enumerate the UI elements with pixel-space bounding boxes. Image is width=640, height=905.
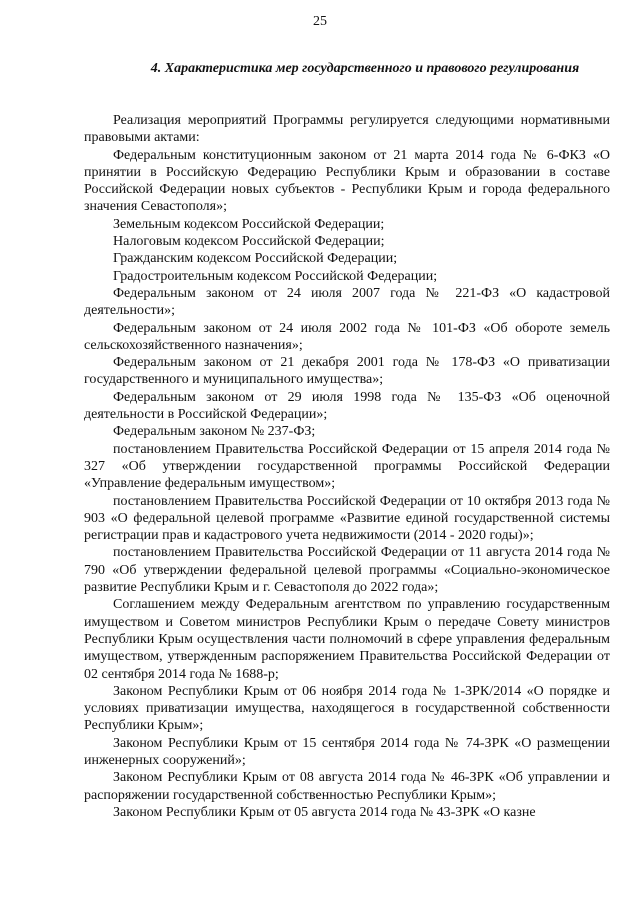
paragraph: Федеральным законом № 237-ФЗ; — [113, 424, 316, 440]
paragraph: Законом Республики Крым от 05 августа 2014 года № 43-ЗРК «О казне — [113, 804, 536, 820]
paragraph: Законом Республики Крым от 08 августа 2014 года № 46-ЗРК «Об управлении и распоряжении государственной собственностью Республики Крым»; — [84, 770, 610, 803]
paragraph: Законом Республики Крым от 06 ноября 2014 года № 1-ЗРК/2014 «О порядке и условиях приватизации имущества, находящегося в государственной собственности Республики Крым»; — [84, 683, 610, 734]
section-title: 4. Характеристика мер государственного и правового регулирования — [150, 61, 580, 76]
paragraph: Федеральным законом от 29 июля 1998 года № 135-ФЗ «Об оценочной деятельности в Российской Федерации»; — [84, 389, 610, 423]
paragraph: Законом Республики Крым от 15 сентября 2014 года № 74-ЗРК «О размещении инженерных сооружений»; — [84, 735, 610, 768]
paragraph: Налоговым кодексом Российской Федерации; — [113, 234, 385, 250]
paragraph: постановлением Правительства Российской Федерации от 11 августа 2014 года № 790 «Об утверждении федеральной целевой программы «Социально-экономическое развитие Республики Крым и г. Севастополя до 2022 года»; — [84, 545, 610, 596]
paragraph: Гражданским кодексом Российской Федерации; — [113, 251, 398, 267]
paragraph: Федеральным законом от 21 декабря 2001 года № 178-ФЗ «О приватизации государственного и муниципального имущества»; — [84, 355, 610, 388]
paragraph: Соглашением между Федеральным агентством по управлению государственным имуществом и Советом министров Республики Крым о передаче Совету министров Республики Крым осуществления части полномочий в сфере управления федеральным имуществом, утвержденным распоряжением Правительства Российской Федерации от 02 сентября 2014 года № 1688-р; — [84, 597, 610, 682]
paragraph: Федеральным конституционным законом от 21 марта 2014 года № 6-ФКЗ «О принятии в Российскую Федерацию Республики Крым и образовании в составе Российской Федерации новых субъектов - Республики Крым и города федерального значения Севастополя»; — [84, 147, 610, 215]
paragraph: Земельным кодексом Российской Федерации; — [113, 216, 385, 232]
paragraph: Федеральным законом от 24 июля 2002 года № 101-ФЗ «Об обороте земель сельскохозяйственного назначения»; — [84, 320, 610, 353]
paragraph: Градостроительным кодексом Российской Федерации; — [113, 268, 438, 284]
page-number: 25 — [313, 14, 327, 29]
document-body — [84, 112, 610, 821]
paragraph: постановлением Правительства Российской Федерации от 15 апреля 2014 года № 327 «Об утверждении государственной программы Российской Федерации «Управление федеральным имуществом»; — [84, 441, 610, 492]
paragraph: Федеральным законом от 24 июля 2007 года № 221-ФЗ «О кадастровой деятельности»; — [84, 285, 610, 319]
paragraph: постановлением Правительства Российской Федерации от 10 октября 2013 года № 903 «О федеральной целевой программе «Развитие единой государственной системы регистрации прав и кадастрового учета недвижимости (2014 - 2020 годы)»; — [84, 493, 610, 544]
paragraph: Реализация мероприятий Программы регулируется следующими нормативными правовыми актами: — [84, 113, 610, 146]
